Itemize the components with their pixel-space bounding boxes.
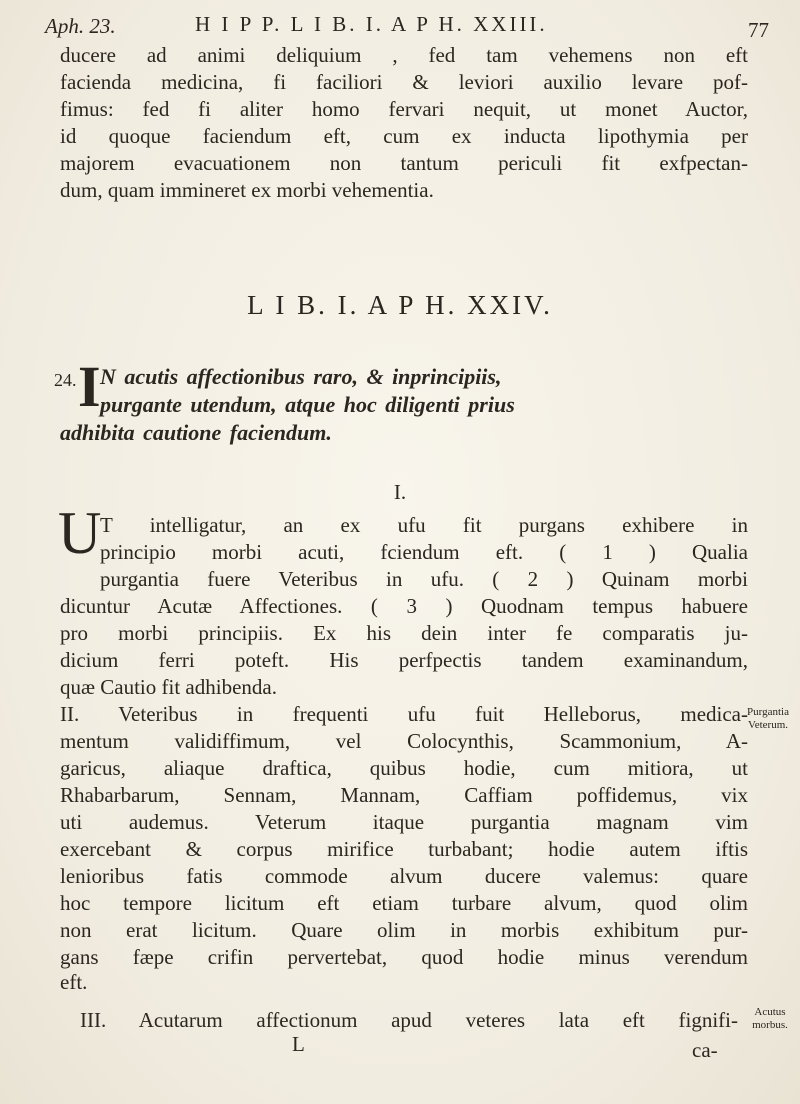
text-line: lenioribus fatis commode alvum ducere valemus: quare [60,864,748,888]
title-line: purgante utendum, atque hoc diligenti prius [100,392,515,417]
page-number: 77 [748,18,769,42]
text-line: purgantia fuere Veteribus in ufu. ( 2 ) Quinam morbi [100,567,748,591]
text-line: T intelligatur, an ex ufu fit purgans exhibere in [100,513,748,537]
text-line: dicuntur Acutæ Affectiones. ( 3 ) Quodnam tempus habuere [60,594,748,618]
text-line: ducere ad animi deliquium , fed tam vehemens non eft [60,43,748,67]
text-line: mentum validiffimum, vel Colocynthis, Scammonium, A- [60,729,748,753]
title-line: adhibita cautione faciendum. [60,420,332,445]
text-line: dicium ferri poteft. His perfpectis tandem examinandum, [60,648,748,672]
text-line: garicus, aliaque draftica, quibus hodie, cum mitiora, ut [60,756,748,780]
text-line: Rhabarbarum, Sennam, Mannam, Caffiam poffidemus, vix [60,783,748,807]
running-head [45,8,780,40]
text-line: exercebant & corpus mirifice turbabant; hodie autem iftis [60,837,748,861]
text-line: fimus: fed fi aliter homo fervari nequit, ut monet Auctor, [60,97,748,121]
text-line: eft. [60,970,88,994]
text-line: dum, quam immineret ex morbi vehementia. [60,178,434,202]
drop-capital: I [78,354,101,419]
text-line: facienda medicina, fi faciliori & leviori auxilio levare pof- [60,70,748,94]
text-line: gans fæpe crifin pervertebat, quod hodie minus verendum [60,945,748,969]
text-line: quæ Cautio fit adhibenda. [60,675,277,699]
title-line: N acutis affectionibus raro, & inprincipiis, [100,364,502,389]
section-number: I. [393,480,407,504]
aphorism-number: 24. [54,370,77,390]
text-line: II. Veteribus in frequenti ufu fuit Helleborus, medica- [60,702,748,726]
catchword: ca- [692,1038,718,1062]
margin-note: Purgantia Veterum. [747,706,789,731]
text-line: uti audemus. Veterum itaque purgantia magnam vim [60,810,748,834]
running-head-section: Aph. 23. [45,14,116,38]
text-line: III. Acutarum affectionum apud veteres lata eft fignifi- [80,1008,738,1032]
text-line: id quoque faciendum eft, cum ex inducta lipothymia per [60,124,748,148]
text-line: hoc tempore licitum eft etiam turbare alvum, quod olim [60,891,748,915]
text-line: majorem evacuationem non tantum periculi fit exfpectan- [60,151,748,175]
running-head-title: H I P P. L I B. I. A P H. XXIII. [195,12,548,36]
text-line: pro morbi principiis. Ex his dein inter fe comparatis ju- [60,621,748,645]
margin-note: Acutus morbus. [752,1006,788,1031]
text-line: non erat licitum. Quare olim in morbis exhibitum pur- [60,918,748,942]
signature-mark: L [292,1032,305,1056]
drop-capital: U [58,500,102,566]
text-line: principio morbi acuti, fciendum eft. ( 1 ) Qualia [100,540,748,564]
aphorism-heading: L I B. I. A P H. XXIV. [247,290,553,320]
